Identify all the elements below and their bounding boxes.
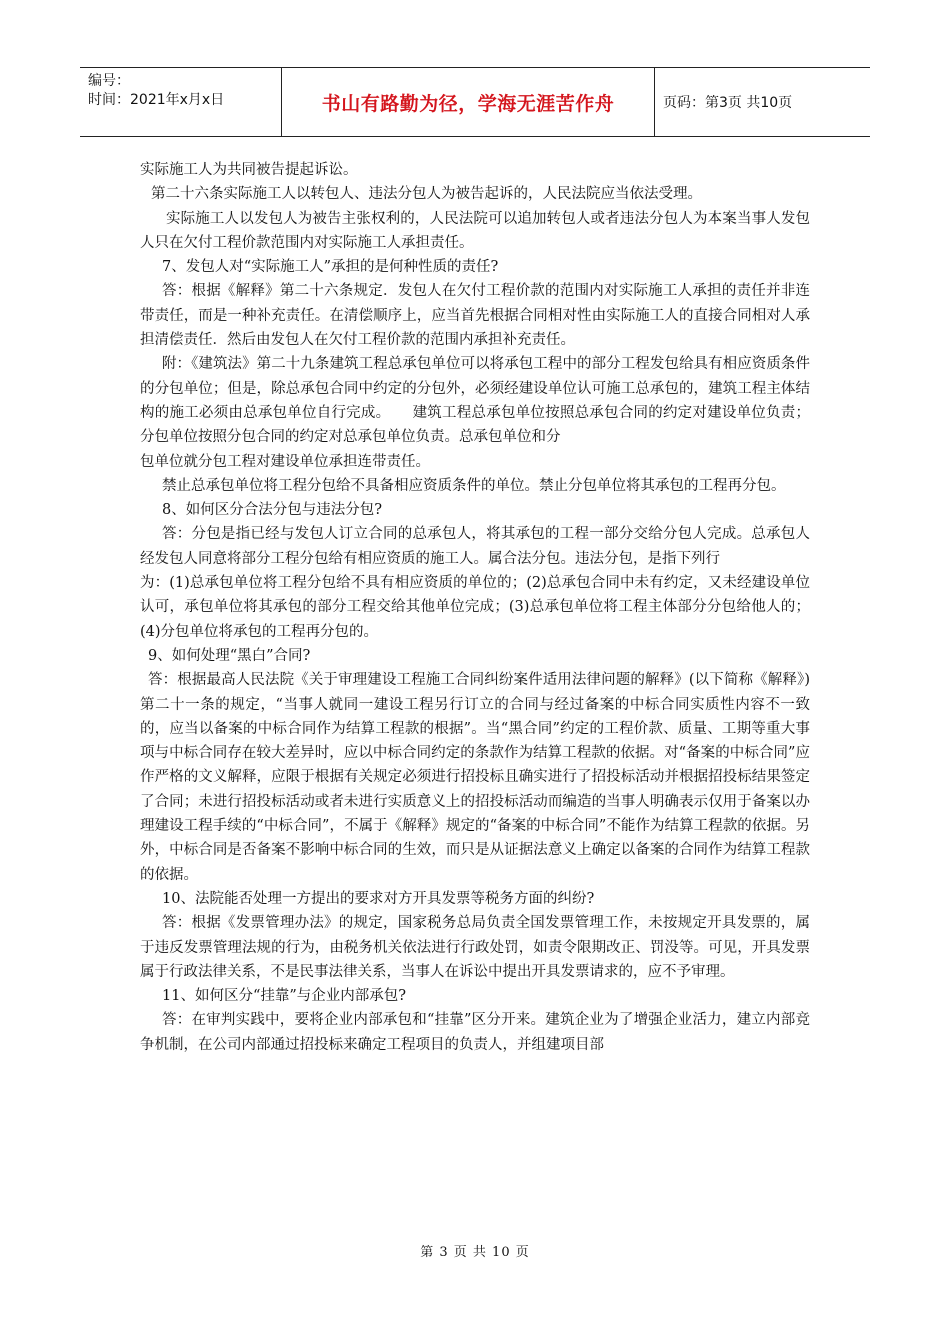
page-code: 页码：第3页 共10页 (663, 95, 793, 111)
paragraph: 实际施工人为共同被告提起诉讼。 (140, 162, 358, 178)
paragraph: 附：《建筑法》第二十九条建筑工程总承包单位可以将承包工程中的部分工程发包给具有相应资质条件的分包单位；但是，除总承包合同中约定的分包外，必须经建设单位认可施工总承包的，建筑工程主体结构的施工必须由总承包单位自行完成。 建筑工程总承包单位按照总承包合同的约定对建设单位负责；分包单位按照分包合同的约定对总承包单位负责。总承包单位和分 (140, 356, 810, 446)
answer-paragraph: 答：分包是指已经与发包人订立合同的总承包人，将其承包的工程一部分交给分包人完成。总承包人经发包人同意将部分工程分包给有相应资质的施工人。属合法分包。违法分包，是指下列行 (140, 526, 810, 567)
time-label: 时间：2021年x月x日 (88, 92, 225, 108)
paragraph: 包单位就分包工程对建设单位承担连带责任。 (140, 453, 430, 470)
question-heading: 7、发包人对“实际施工人”承担的是何种性质的责任? (162, 259, 499, 276)
question-heading: 10、法院能否处理一方提出的要求对方开具发票等税务方面的纠纷? (162, 890, 595, 907)
paragraph: 实际施工人以发包人为被告主张权利的，人民法院可以追加转包人或者违法分包人为本案当事人发包人只在欠付工程价款范围内对实际施工人承担责任。 (140, 210, 810, 251)
paragraph: 禁止总承包单位将工程分包给不具备相应资质条件的单位。禁止分包单位将其承包的工程再分包。 (162, 477, 786, 494)
header-motto-cell (281, 68, 655, 136)
page-header (80, 67, 870, 137)
paragraph: 为：(1)总承包单位将工程分包给不具有相应资质的单位的；(2)总承包合同中未有约定，又未经建设单位认可，承包单位将其承包的部分工程交给其他单位完成；(3)总承包单位将工程主体部分分包给他人的；(4)分包单位将承包的工程再分包的。 (140, 575, 810, 640)
paragraph: 第二十六条实际施工人以转包人、违法分包人为被告起诉的，人民法院应当依法受理。 (151, 186, 702, 203)
answer-paragraph: 答：在审判实践中，要将企业内部承包和“挂靠”区分开来。建筑企业为了增强企业活力，建立内部竞争机制，在公司内部通过招投标来确定工程项目的负责人，并组建项目部 (140, 1012, 810, 1053)
motto: 书山有路勤为径，学海无涯苦作舟 (321, 92, 615, 115)
document-body (140, 158, 810, 1057)
question-heading: 11、如何区分“挂靠”与企业内部承包? (162, 988, 407, 1005)
page-footer: 第 3 页 共 10 页 (420, 1245, 530, 1260)
number-label: 编号： (88, 73, 130, 89)
header-info-cell (80, 68, 281, 136)
answer-paragraph: 答：根据《发票管理办法》的规定，国家税务总局负责全国发票管理工作，未按规定开具发票的，属于违反发票管理法规的行为，由税务机关依法进行行政处罚，如责令限期改正、罚没等。可见，开具发票属于行政法律关系，不是民事法律关系，当事人在诉讼中提出开具发票请求的，应不予审理。 (140, 915, 810, 980)
answer-paragraph: 答：根据《解释》第二十六条规定．发包人在欠付工程价款的范围内对实际施工人承担的责任并非连带责任，而是一种补充责任。在清偿顺序上，应当首先根据合同相对性由实际施工人的直接合同相对人承担清偿责任．然后由发包人在欠付工程价款的范围内承担补充责任。 (140, 283, 810, 349)
question-heading: 8、如何区分合法分包与违法分包? (162, 502, 382, 519)
answer-paragraph: 答：根据最高人民法院《关于审理建设工程施工合同纠纷案件适用法律问题的解释》(以下简称《解释》)第二十一条的规定，“当事人就同一建设工程另行订立的合同与经过备案的中标合同实质性内容不一致的，应当以备案的中标合同作为结算工程款的根据”。当“黑合同”约定的工程价款、质量、工期等重大事项与中标合同存在较大差异时，应以中标合同约定的条款作为结算工程款的依据。对“备案的中标合同”应作严格的文义解释，应限于根据有关规定必须进行招投标且确实进行了招投标活动并根据招投标结果签定了合同；未进行招投标活动或者未进行实质意义上的招投标活动而编造的当事人明确表示仅用于备案以办理建设工程手续的“中标合同”，不属于《解释》规定的“备案的中标合同”不能作为结算工程款的依据。另外，中标合同是否备案不影响中标合同的生效，而只是从证据法意义上确定以备案的合同作为结算工程款的依据。 (140, 672, 810, 883)
header-page-cell (655, 68, 870, 136)
question-heading: 9、如何处理“黑白”合同? (148, 647, 311, 664)
